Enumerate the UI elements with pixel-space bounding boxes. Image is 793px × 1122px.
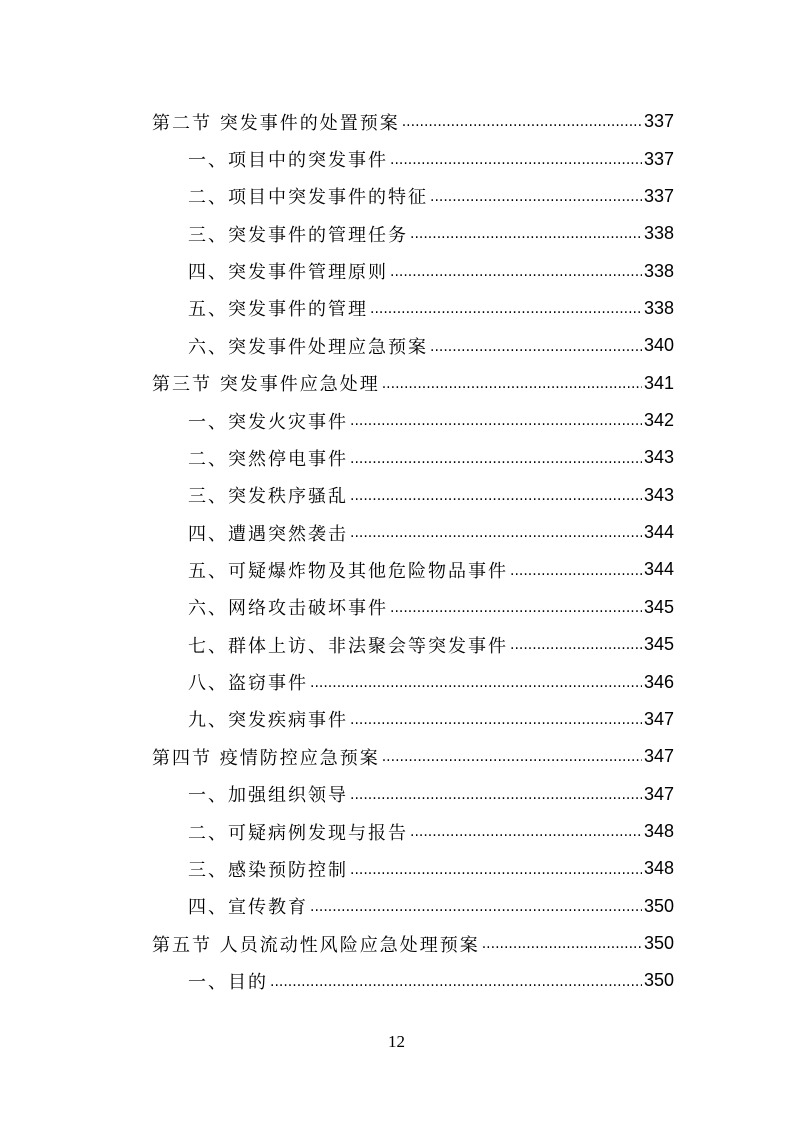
toc-subsection-entry[interactable]	[152, 215, 674, 252]
toc-dot-leader	[382, 377, 642, 402]
toc-entry-title: 二、突然停电事件	[188, 448, 348, 470]
toc-dot-leader	[410, 825, 642, 850]
toc-entry-title: 四、遭遇突然袭击	[188, 523, 348, 545]
toc-dot-leader	[310, 676, 642, 701]
toc-entry-title: 第二节 突发事件的处置预案	[152, 112, 400, 134]
toc-subsection-entry[interactable]	[152, 477, 674, 514]
toc-dot-leader	[430, 340, 642, 365]
toc-dot-leader	[350, 452, 642, 477]
toc-dot-leader	[482, 937, 642, 962]
toc-subsection-entry[interactable]	[152, 888, 674, 925]
toc-subsection-entry[interactable]	[152, 626, 674, 663]
toc-entry-page: 350	[643, 970, 674, 991]
toc-subsection-entry[interactable]	[152, 327, 674, 364]
toc-section-entry[interactable]	[152, 365, 674, 402]
toc-dot-leader	[382, 750, 642, 775]
toc-entry-page: 347	[643, 783, 674, 804]
toc-subsection-entry[interactable]	[152, 514, 674, 551]
toc-entry-page: 343	[643, 484, 674, 505]
toc-entry-page: 344	[643, 522, 674, 543]
toc-dot-leader	[270, 975, 642, 1000]
toc-entry-title: 七、群体上访、非法聚会等突发事件	[188, 635, 508, 657]
toc-section-entry[interactable]	[152, 925, 674, 962]
toc-entry-title: 六、网络攻击破坏事件	[188, 598, 388, 620]
toc-entry-page: 348	[643, 821, 674, 841]
toc-entry-page: 338	[643, 297, 674, 318]
toc-subsection-entry[interactable]	[152, 551, 674, 588]
toc-section-entry[interactable]	[152, 103, 674, 140]
toc-dot-leader	[510, 564, 642, 589]
toc-dot-leader	[310, 900, 642, 925]
toc-entry-page: 348	[643, 858, 674, 879]
toc-dot-leader	[350, 414, 642, 439]
toc-entry-title: 六、突发事件处理应急预案	[188, 336, 428, 358]
toc-entry-title: 第四节 疫情防控应急预案	[152, 747, 380, 769]
toc-entry-page: 344	[643, 559, 674, 580]
toc-dot-leader	[350, 788, 642, 813]
toc-entry-title: 二、可疑病例发现与报告	[188, 822, 408, 844]
toc-entry-page: 350	[643, 895, 674, 916]
toc-dot-leader	[350, 713, 642, 738]
toc-entry-title: 四、宣传教育	[188, 897, 308, 919]
toc-entry-page: 337	[643, 111, 674, 132]
toc-subsection-entry[interactable]	[152, 850, 674, 887]
toc-entry-page: 345	[643, 634, 674, 655]
toc-dot-leader	[402, 115, 642, 140]
toc-subsection-entry[interactable]	[152, 813, 674, 850]
toc-entry-page: 341	[643, 372, 674, 393]
toc-entry-page: 347	[643, 708, 674, 729]
toc-subsection-entry[interactable]	[152, 701, 674, 738]
toc-dot-leader	[350, 489, 642, 514]
toc-dot-leader	[390, 601, 642, 626]
toc-entry-title: 第五节 人员流动性风险应急处理预案	[152, 934, 480, 956]
toc-entry-page: 338	[643, 260, 674, 281]
toc-entry-title: 一、目的	[188, 971, 268, 993]
toc-entry-title: 五、可疑爆炸物及其他危险物品事件	[188, 560, 508, 582]
toc-dot-leader	[350, 526, 642, 551]
toc-entry-title: 三、感染预防控制	[188, 859, 348, 881]
toc-entry-title: 三、突发秩序骚乱	[188, 486, 348, 508]
toc-subsection-entry[interactable]	[152, 439, 674, 476]
table-of-contents	[152, 103, 674, 1000]
toc-section-entry[interactable]	[152, 738, 674, 775]
toc-subsection-entry[interactable]	[152, 589, 674, 626]
toc-dot-leader	[510, 638, 642, 663]
toc-subsection-entry[interactable]	[152, 140, 674, 177]
toc-entry-title: 八、盗窃事件	[188, 673, 308, 695]
toc-entry-page: 340	[643, 335, 674, 356]
toc-entry-page: 338	[643, 223, 674, 244]
toc-entry-page: 337	[643, 148, 674, 169]
toc-entry-page: 346	[643, 671, 674, 692]
toc-entry-title: 一、加强组织领导	[188, 785, 348, 807]
toc-entry-page: 347	[643, 746, 674, 767]
toc-dot-leader	[410, 227, 642, 252]
toc-entry-page: 350	[643, 933, 674, 954]
toc-subsection-entry[interactable]	[152, 252, 674, 289]
toc-subsection-entry[interactable]	[152, 178, 674, 215]
page-number: 12	[388, 1032, 405, 1051]
toc-entry-page: 337	[643, 185, 674, 206]
toc-entry-title: 四、突发事件管理原则	[188, 262, 388, 284]
toc-dot-leader	[350, 863, 642, 888]
toc-subsection-entry[interactable]	[152, 290, 674, 327]
toc-entry-title: 二、项目中突发事件的特征	[188, 187, 428, 209]
toc-dot-leader	[390, 153, 642, 178]
toc-entry-page: 345	[643, 596, 674, 617]
toc-dot-leader	[390, 265, 642, 290]
toc-subsection-entry[interactable]	[152, 962, 674, 999]
toc-entry-title: 九、突发疾病事件	[188, 710, 348, 732]
toc-entry-title: 一、项目中的突发事件	[188, 150, 388, 172]
toc-entry-page: 343	[643, 447, 674, 468]
toc-entry-title: 三、突发事件的管理任务	[188, 224, 408, 246]
toc-subsection-entry[interactable]	[152, 663, 674, 700]
toc-entry-page: 342	[643, 410, 674, 431]
toc-entry-title: 五、突发事件的管理	[188, 299, 368, 321]
toc-entry-title: 第三节 突发事件应急处理	[152, 374, 380, 396]
toc-subsection-entry[interactable]	[152, 775, 674, 812]
toc-entry-title: 一、突发火灾事件	[188, 411, 348, 433]
toc-dot-leader	[370, 302, 642, 327]
toc-subsection-entry[interactable]	[152, 402, 674, 439]
toc-dot-leader	[430, 190, 642, 215]
